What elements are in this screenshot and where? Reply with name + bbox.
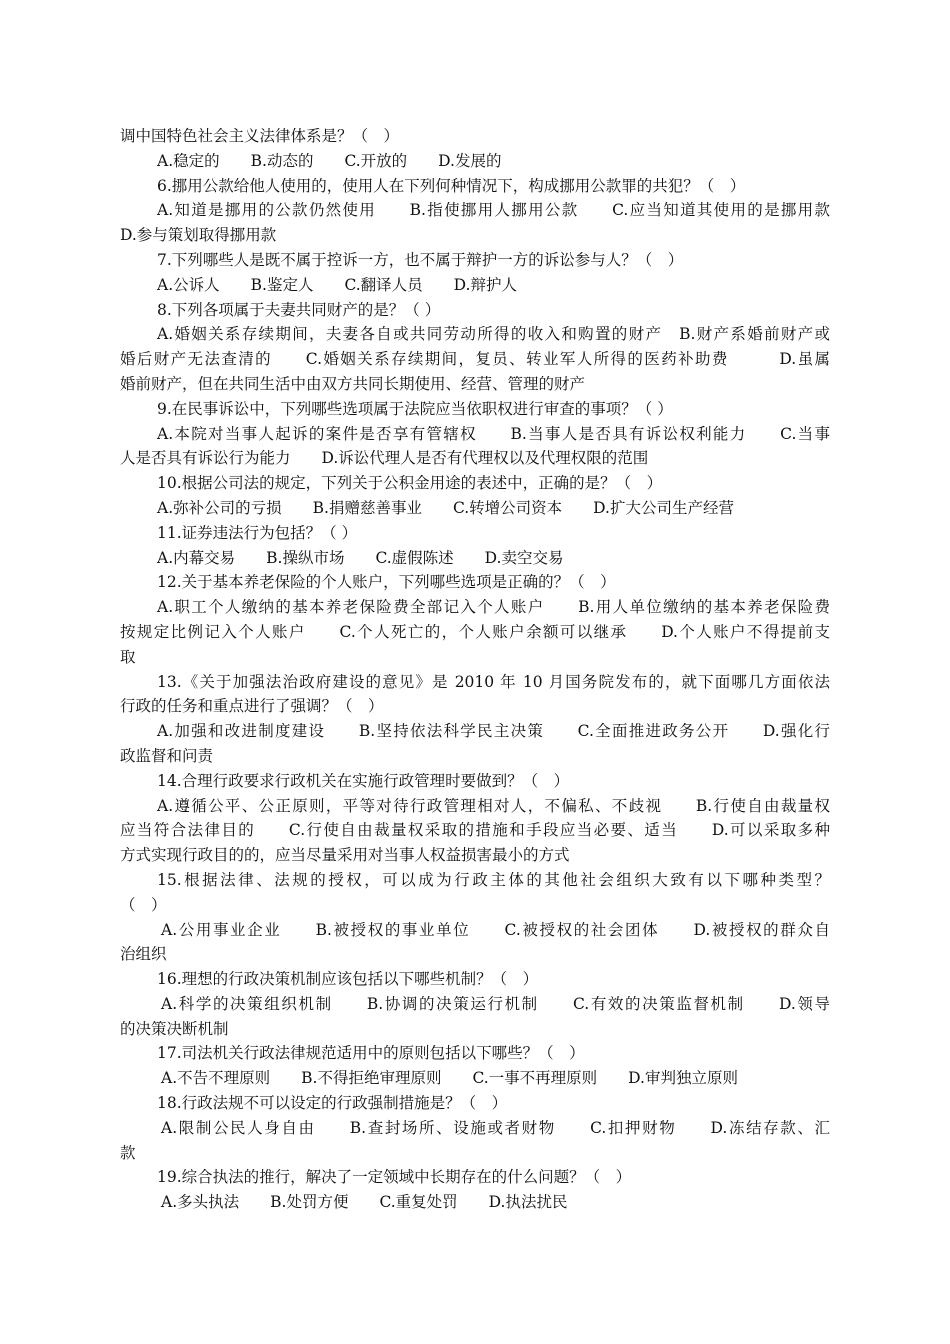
options-line: A.公诉人 B.鉴定人 C.翻译人员 D.辩护人	[157, 275, 517, 294]
options-line: A.本院对当事人起诉的案件是否享有管辖权 B.当事人是否具有诉讼权利能力 C.当事	[157, 424, 830, 443]
options-line: 婚前财产，但在共同生活中由双方共同长期使用、经营、管理的财产	[120, 374, 586, 393]
options-line: 方式实现行政目的的，应当尽量采用对当事人权益损害最小的方式	[120, 846, 570, 865]
options-line: A.遵循公平、公正原则，平等对待行政管理相对人，不偏私、不歧视 B.行使自由裁量权	[157, 796, 830, 815]
options-line: 人是否具有诉讼行为能力 D.诉讼代理人是否有代理权以及代理权限的范围	[120, 449, 649, 468]
options-line: D.参与策划取得挪用款	[120, 226, 277, 245]
options-line: 按规定比例记入个人账户 C.个人死亡的，个人账户余额可以继承 D.个人账户不得提前支	[120, 622, 830, 641]
question-16: 16.理想的行政决策机制应该包括以下哪些机制？（ ）	[157, 970, 539, 989]
question-7: 7.下列哪些人是既不属于控诉一方，也不属于辩护一方的诉讼参与人？（ ）	[157, 250, 684, 269]
question-15-cont: （ ）	[120, 895, 167, 914]
question-15: 15.根据法律、法规的授权，可以成为行政主体的其他社会组织大致有以下哪种类型？	[157, 870, 830, 889]
document-page	[120, 124, 830, 1215]
options-line: A.限制公民人身自由 B.查封场所、设施或者财物 C.扣押财物 D.冻结存款、汇	[161, 1118, 830, 1137]
options-line: A.公用事业企业 B.被授权的事业单位 C.被授权的社会团体 D.被授权的群众自	[161, 920, 830, 939]
options-line: 应当符合法律目的 C.行使自由裁量权采取的措施和手段应当必要、适当 D.可以采取多种	[120, 821, 830, 840]
options-line: A.不告不理原则 B.不得拒绝审理原则 C.一事不再理原则 D.审判独立原则	[161, 1069, 738, 1088]
options-line: A.职工个人缴纳的基本养老保险费全部记入个人账户 B.用人单位缴纳的基本养老保险费	[157, 598, 830, 617]
question-17: 17.司法机关行政法律规范适用中的原则包括以下哪些？（ ）	[157, 1044, 585, 1063]
options-line: 治组织	[120, 945, 167, 964]
options-line: A.加强和改进制度建设 B.坚持依法科学民主决策 C.全面推进政务公开 D.强化行	[157, 722, 830, 741]
question-13: 13.《关于加强法治政府建设的意见》是 2010 年 10 月国务院发布的，就下面哪几方面依法	[157, 672, 830, 691]
options-line: 政监督和问责	[120, 746, 214, 765]
question-13-cont: 行政的任务和重点进行了强调？（ ）	[120, 697, 384, 716]
text-line: 调中国特色社会主义法律体系是？（ ）	[120, 127, 400, 145]
options-line: A.弥补公司的亏损 B.捐赠慈善事业 C.转增公司资本 D.扩大公司生产经营	[157, 498, 734, 517]
options-line: A.内幕交易 B.操纵市场 C.虚假陈述 D.卖空交易	[157, 548, 564, 567]
question-19: 19.综合执法的推行，解决了一定领域中长期存在的什么问题？（ ）	[157, 1168, 632, 1187]
question-8: 8.下列各项属于夫妻共同财产的是？（ ）	[157, 300, 441, 319]
options-line: 的决策决断机制	[120, 1019, 229, 1038]
options-line: A.科学的决策组织机制 B.协调的决策运行机制 C.有效的决策监督机制 D.领导	[161, 994, 830, 1013]
question-14: 14.合理行政要求行政机关在实施行政管理时要做到？（ ）	[157, 771, 570, 790]
options-line: A.多头执法 B.处罚方便 C.重复处罚 D.执法扰民	[161, 1193, 568, 1212]
options-line: A.婚姻关系存续期间，夫妻各自或共同劳动所得的收入和购置的财产 B.财产系婚前财产或	[157, 325, 830, 344]
options-line: 款	[120, 1143, 136, 1162]
options-line: 婚后财产无法查清的 C.婚姻关系存续期间，复员、转业军人所得的医药补助费 D.虽属	[120, 350, 830, 369]
options-line: A.稳定的 B.动态的 C.开放的 D.发展的	[157, 151, 502, 170]
question-10: 10.根据公司法的规定，下列关于公积金用途的表述中，正确的是？（ ）	[157, 474, 663, 493]
question-18: 18.行政法规不可以设定的行政强制措施是？（ ）	[157, 1094, 508, 1113]
question-12: 12.关于基本养老保险的个人账户，下列哪些选项是正确的？（ ）	[157, 573, 616, 592]
question-11: 11.证券违法行为包括？（ ）	[157, 523, 358, 542]
question-9: 9.在民事诉讼中，下列哪些选项属于法院应当依职权进行审查的事项？（ ）	[157, 399, 673, 418]
options-line: 取	[120, 647, 136, 666]
question-6: 6.挪用公款给他人使用的，使用人在下列何种情况下，构成挪用公款罪的共犯？（ ）	[157, 176, 746, 195]
options-line: A.知道是挪用的公款仍然使用 B.指使挪用人挪用公款 C.应当知道其使用的是挪用款	[157, 201, 830, 220]
